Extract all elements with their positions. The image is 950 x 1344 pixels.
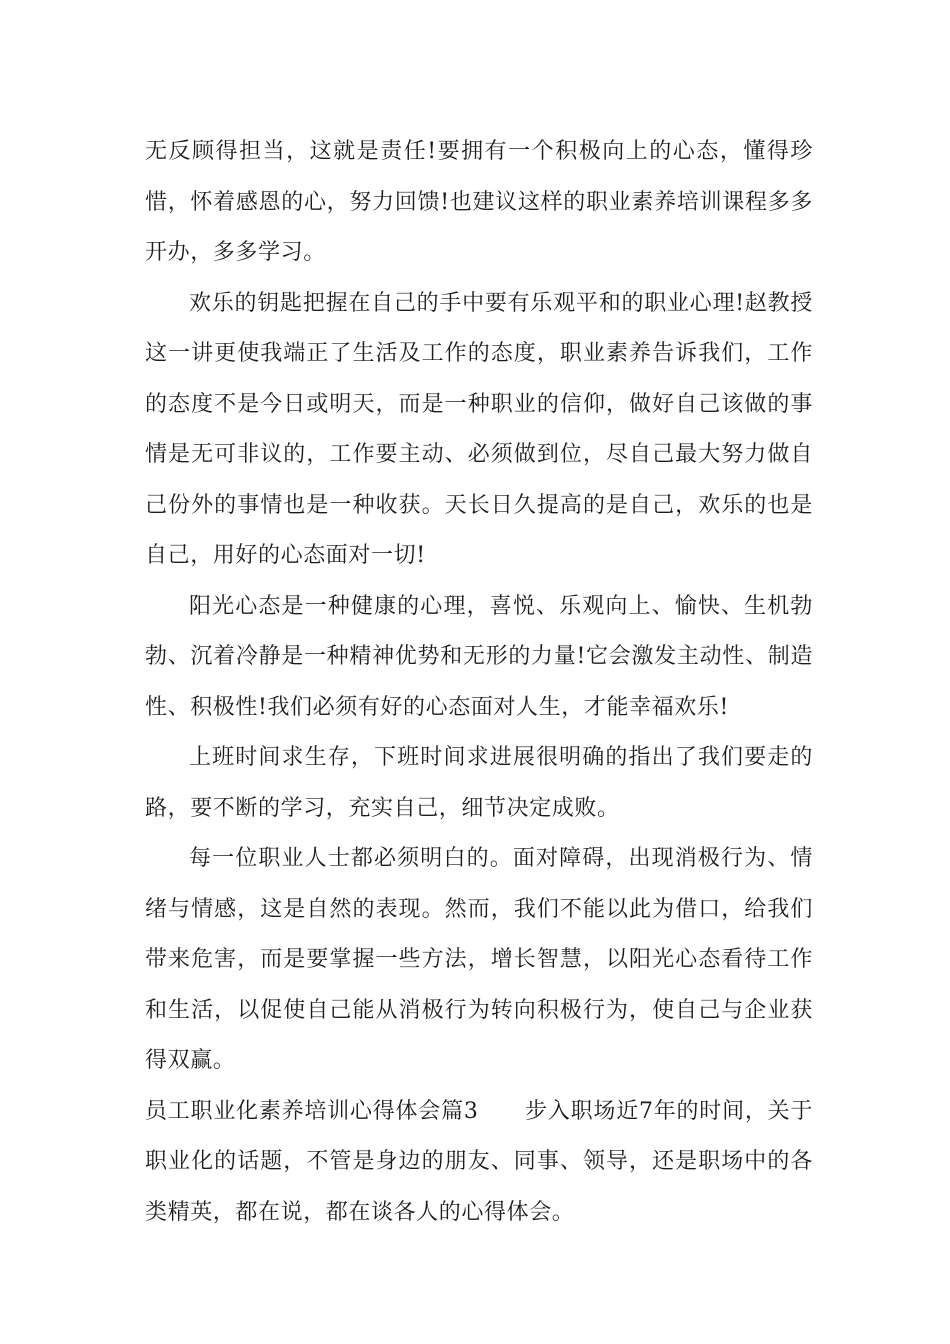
paragraph-5: 每一位职业人士都必须明白的。面对障碍，出现消极行为、情绪与情感，这是自然的表现。然而，我们不能以此为借口，给我们带来危害，而是要掌握一些方法，增长智慧，以阳光心态看待工作和生活，以促使自己能从消极行为转向积极行为，使自己与企业获得双赢。 xyxy=(145,846,813,1073)
paragraph-1: 无反顾得担当，这就是责任!要拥有一个积极向上的心态，懂得珍惜，怀着感恩的心，努力回馈!也建议这样的职业素养培训课程多多开办，多多学习。 xyxy=(145,139,813,265)
paragraph-6 xyxy=(145,1087,813,1239)
paragraph-6-text: 步入职场近7年的时间，关于职业化的话题，不管是身边的朋友、同事、领导，还是职场中的各类精英，都在说，都在谈各人的心得体会。 xyxy=(145,1098,814,1225)
paragraph-2: 欢乐的钥匙把握在自己的手中要有乐观平和的职业心理!赵教授这一讲更使我端正了生活及工作的态度，职业素养告诉我们，工作的态度不是今日或明天，而是一种职业的信仰，做好自己该做的事情是无可非议的，工作要主动、必须做到位，尽自己最大努力做自己份外的事情也是一种收获。天长日久提高的是自己，欢乐的也是自己，用好的心态面对一切! xyxy=(145,290,813,568)
paragraph-3: 阳光心态是一种健康的心理，喜悦、乐观向上、愉快、生机勃勃、沉着冷静是一种精神优势和无形的力量!它会激发主动性、制造性、积极性!我们必须有好的心态面对人生，才能幸福欢乐! xyxy=(145,593,813,720)
document-body xyxy=(145,127,813,1238)
section-heading: 员工职业化素养培训心得体会篇3 xyxy=(145,1098,479,1124)
paragraph-4: 上班时间求生存，下班时间求进展很明确的指出了我们要走的路，要不断的学习，充实自己，细节决定成败。 xyxy=(145,745,813,821)
heading-spacer xyxy=(478,1099,525,1124)
